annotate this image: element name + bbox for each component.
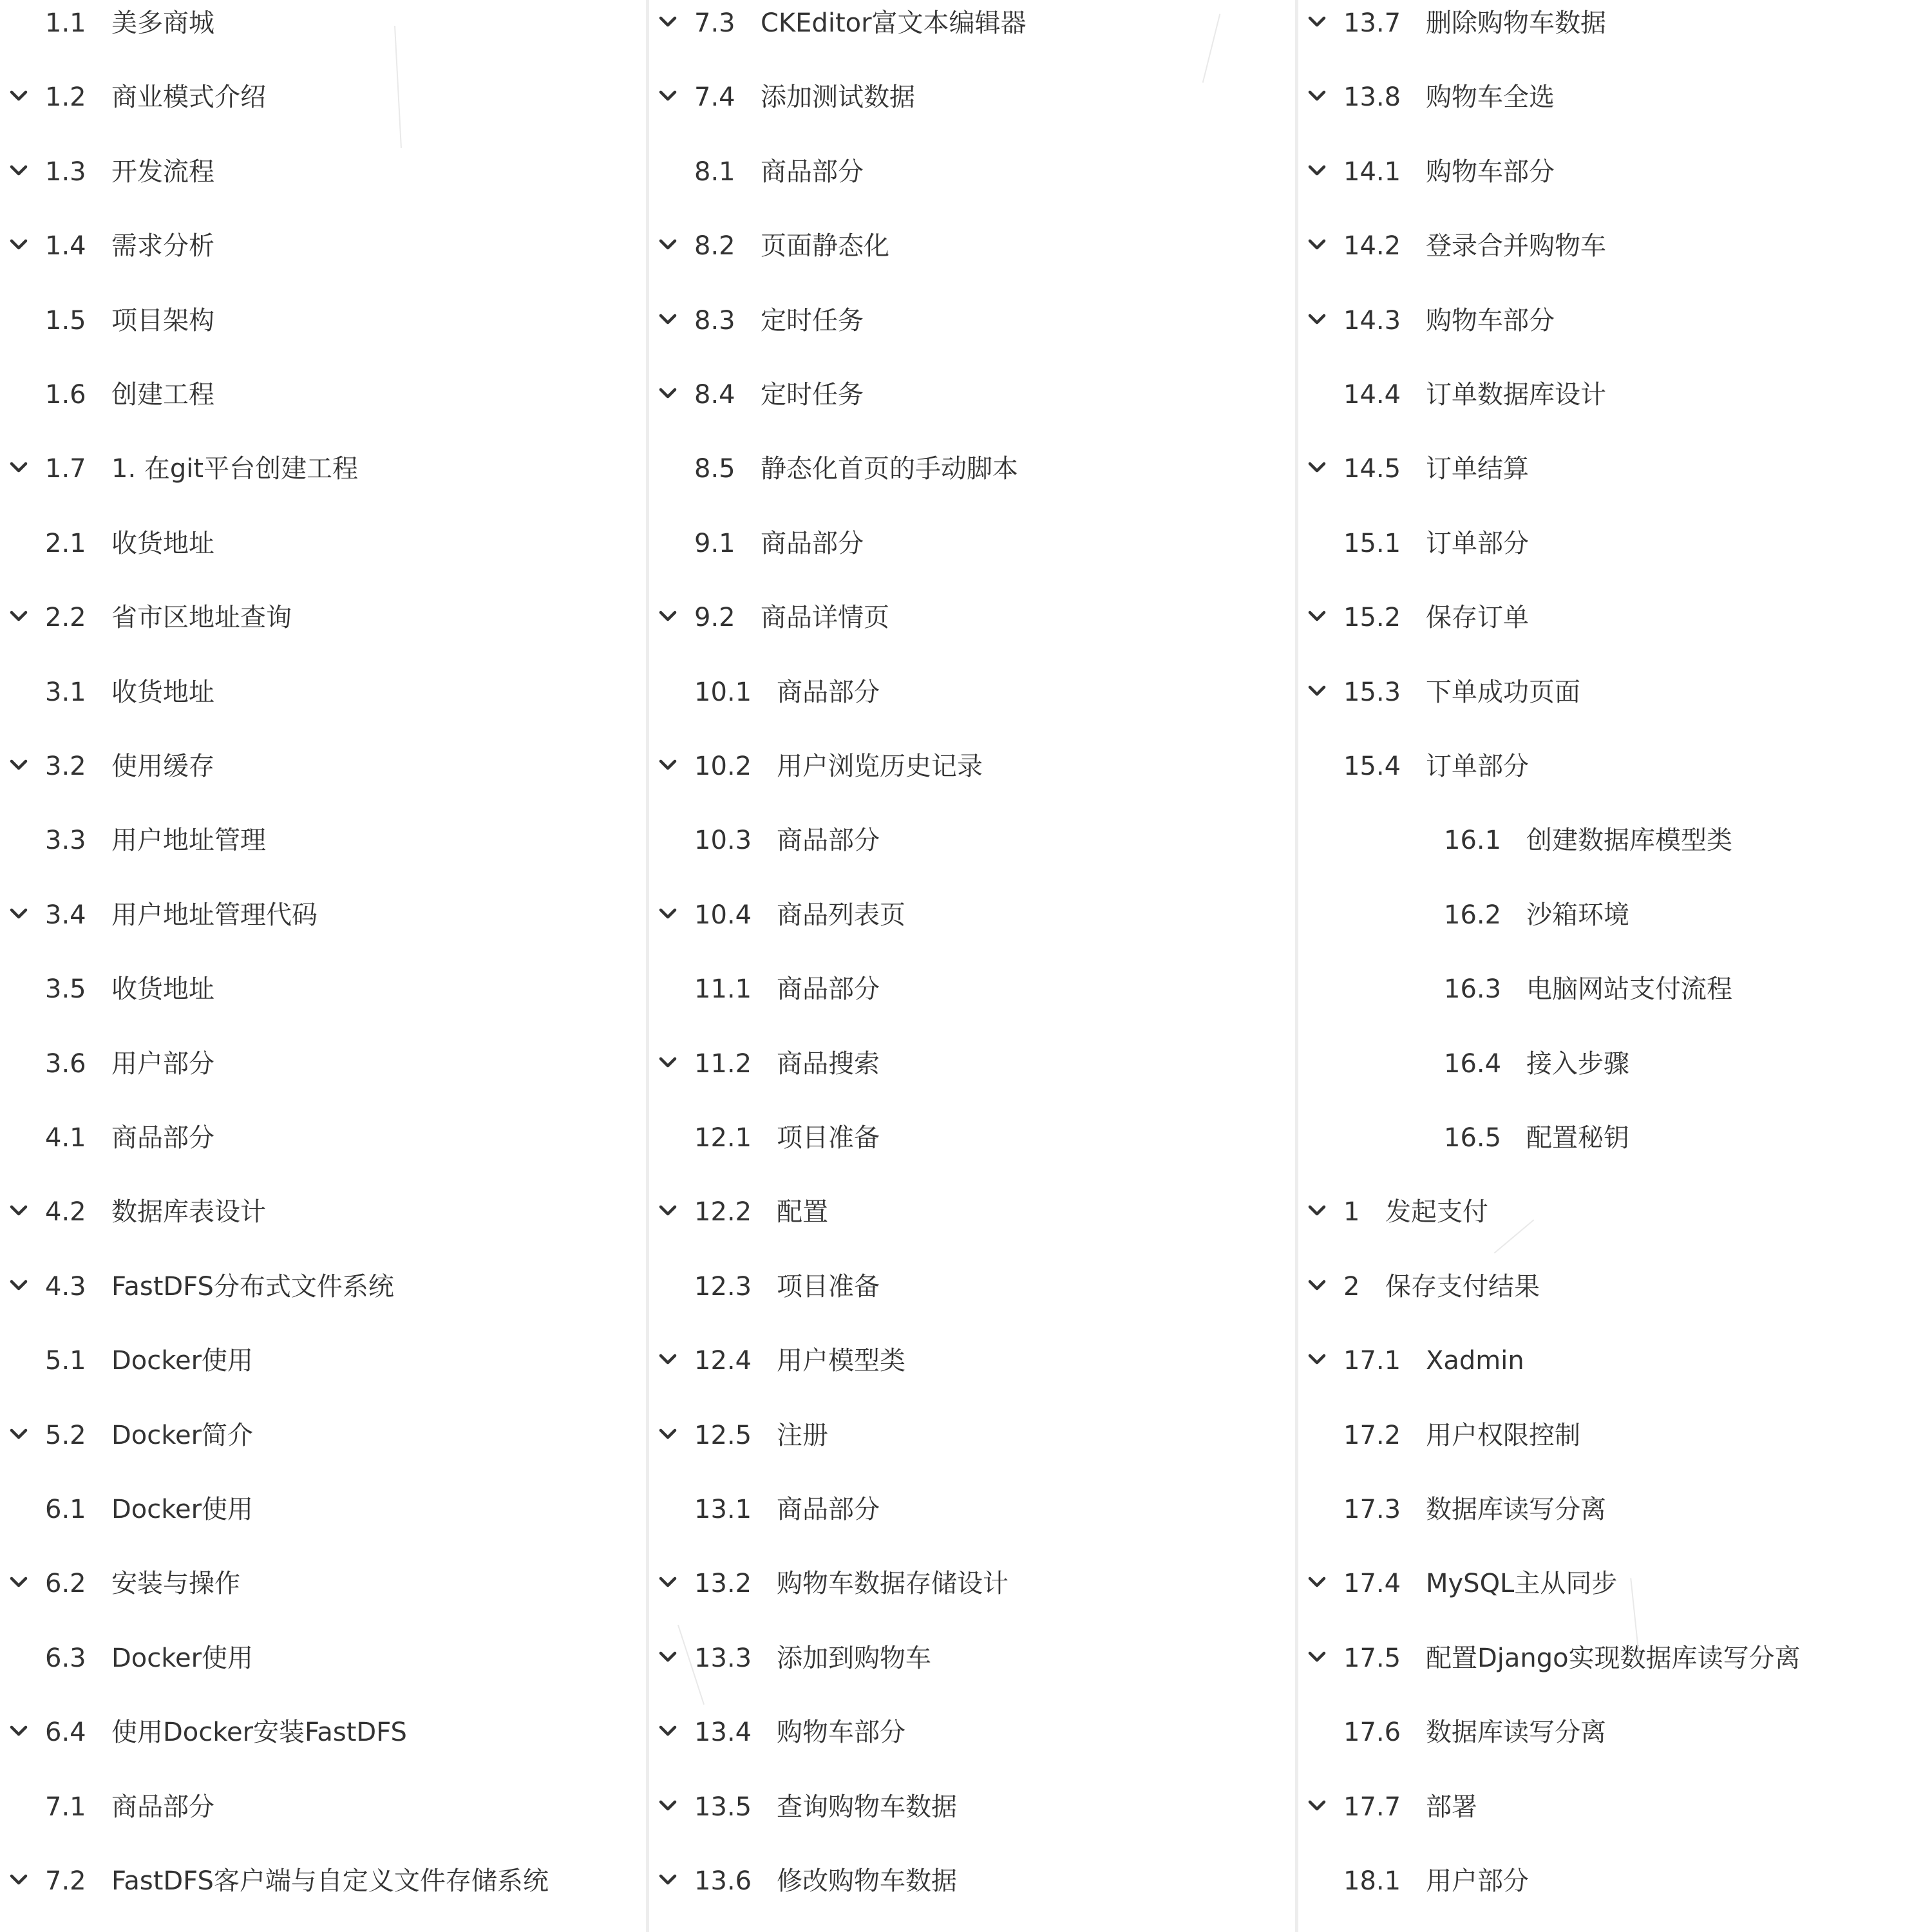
toc-item[interactable] xyxy=(0,1335,646,1387)
toc-item[interactable] xyxy=(1298,889,1932,941)
toc-item-title: 修改购物车数据 xyxy=(777,1866,957,1896)
chevron-down-icon[interactable] xyxy=(1308,610,1326,623)
chevron-down-icon[interactable] xyxy=(1308,313,1326,326)
toc-item-number: 7.3 xyxy=(694,8,735,38)
toc-item-title: 商品详情页 xyxy=(761,603,889,633)
toc-item-title: 删除购物车数据 xyxy=(1426,8,1606,38)
chevron-down-icon[interactable] xyxy=(659,1428,677,1441)
toc-item[interactable] xyxy=(1298,1112,1932,1164)
chevron-down-icon[interactable] xyxy=(10,610,28,623)
toc-item-title: 商品部分 xyxy=(777,1495,880,1524)
toc-item-title: 商品部分 xyxy=(111,1792,214,1822)
toc-item[interactable] xyxy=(649,146,1295,198)
toc-item-title: Docker使用 xyxy=(111,1643,254,1673)
toc-item-title: Docker使用 xyxy=(111,1495,254,1524)
toc-item-number: 12.1 xyxy=(694,1123,752,1153)
toc-item-title: 商品部分 xyxy=(777,826,880,856)
toc-item-title: 安装与操作 xyxy=(111,1569,240,1599)
toc-item-title: 项目准备 xyxy=(777,1271,880,1302)
chevron-down-icon[interactable] xyxy=(10,90,28,102)
toc-item[interactable] xyxy=(0,443,646,495)
toc-item[interactable] xyxy=(0,0,646,49)
toc-item[interactable] xyxy=(649,443,1295,495)
chevron-down-icon[interactable] xyxy=(1308,461,1326,474)
toc-item-title: 订单数据库设计 xyxy=(1426,380,1606,410)
toc-item-title: 配置秘钥 xyxy=(1526,1123,1629,1153)
toc-item[interactable] xyxy=(0,71,646,123)
toc-item-title: FastDFS分布式文件系统 xyxy=(111,1271,394,1302)
toc-item-number: 15.3 xyxy=(1343,677,1401,707)
toc-item-number: 7.4 xyxy=(694,82,735,113)
toc-item-number: 7.2 xyxy=(45,1866,86,1896)
toc-item-number: 6.4 xyxy=(45,1718,86,1748)
toc-item[interactable] xyxy=(649,889,1295,941)
toc-item-number: 3.2 xyxy=(45,752,86,781)
toc-item-number: 8.1 xyxy=(694,156,735,187)
toc-item[interactable] xyxy=(649,295,1295,346)
toc-item[interactable] xyxy=(1298,815,1932,866)
toc-item-number: 14.2 xyxy=(1343,231,1401,261)
toc-item-title: 页面静态化 xyxy=(761,231,889,261)
toc-item[interactable] xyxy=(649,1112,1295,1164)
toc-item[interactable] xyxy=(1298,0,1932,49)
toc-item-number: 13.3 xyxy=(694,1643,752,1673)
chevron-down-icon[interactable] xyxy=(10,1725,28,1738)
toc-item[interactable] xyxy=(649,667,1295,718)
chevron-down-icon[interactable] xyxy=(659,1799,677,1812)
toc-item-title: MySQL主从同步 xyxy=(1426,1569,1618,1599)
toc-item-number: 1.1 xyxy=(45,8,86,38)
toc-item-number: 18.1 xyxy=(1343,1866,1401,1896)
toc-item[interactable] xyxy=(0,889,646,941)
chevron-down-icon[interactable] xyxy=(659,90,677,102)
toc-item-title: 发起支付 xyxy=(1385,1197,1488,1227)
toc-item-number: 10.2 xyxy=(694,752,752,781)
toc-item[interactable] xyxy=(1298,369,1932,421)
toc-item[interactable] xyxy=(1298,1261,1932,1312)
chevron-down-icon[interactable] xyxy=(1308,1576,1326,1589)
chevron-down-icon[interactable] xyxy=(659,1873,677,1886)
toc-item[interactable] xyxy=(0,1410,646,1461)
toc-item[interactable] xyxy=(1298,1410,1932,1461)
toc-item-number: 14.1 xyxy=(1343,156,1401,187)
toc-item-title: 订单结算 xyxy=(1426,454,1529,484)
toc-item-number: 1.2 xyxy=(45,82,86,113)
chevron-down-icon[interactable] xyxy=(1308,238,1326,251)
toc-item[interactable] xyxy=(1298,443,1932,495)
chevron-down-icon[interactable] xyxy=(1308,1353,1326,1366)
toc-item-title: 定时任务 xyxy=(761,380,864,410)
toc-item-title: 商品列表页 xyxy=(777,900,905,930)
toc-item[interactable] xyxy=(1298,1707,1932,1758)
toc-item-number: 13.2 xyxy=(694,1569,752,1599)
toc-item[interactable] xyxy=(0,963,646,1015)
toc-column-1 xyxy=(0,0,646,1932)
toc-item[interactable] xyxy=(0,1484,646,1535)
toc-item[interactable] xyxy=(649,0,1295,49)
toc-item-number: 1.4 xyxy=(45,231,86,261)
chevron-down-icon[interactable] xyxy=(659,1353,677,1366)
toc-item-number: 16.3 xyxy=(1444,974,1502,1005)
toc-item[interactable] xyxy=(649,518,1295,569)
toc-item[interactable] xyxy=(649,1410,1295,1461)
toc-item[interactable] xyxy=(1298,1558,1932,1609)
toc-item-number: 6.2 xyxy=(45,1569,86,1599)
toc-item-number: 3.3 xyxy=(45,826,86,856)
toc-item-title: 数据库读写分离 xyxy=(1426,1718,1606,1748)
toc-item-number: 3.4 xyxy=(45,900,86,930)
toc-item[interactable] xyxy=(0,369,646,421)
toc-item-title: 保存支付结果 xyxy=(1385,1271,1540,1302)
toc-item-title: 购物车数据存储设计 xyxy=(777,1569,1009,1599)
toc-item-number: 15.4 xyxy=(1343,752,1401,781)
toc-item[interactable] xyxy=(1298,1633,1932,1684)
toc-item[interactable] xyxy=(0,1112,646,1164)
toc-item-number: 3.6 xyxy=(45,1048,86,1079)
toc-item-title: 静态化首页的手动脚本 xyxy=(761,454,1018,484)
toc-item-number: 17.6 xyxy=(1343,1718,1401,1748)
toc-item-number: 3.5 xyxy=(45,974,86,1005)
toc-item[interactable] xyxy=(649,369,1295,421)
toc-item[interactable] xyxy=(0,220,646,272)
chevron-down-icon[interactable] xyxy=(659,15,677,28)
toc-item-title: 查询购物车数据 xyxy=(777,1792,957,1822)
toc-item-title: 使用缓存 xyxy=(111,752,214,781)
toc-item[interactable] xyxy=(1298,1781,1932,1833)
toc-item-number: 17.5 xyxy=(1343,1643,1401,1673)
toc-item-title: 配置Django实现数据库读写分离 xyxy=(1426,1643,1801,1673)
chevron-down-icon[interactable] xyxy=(1308,1799,1326,1812)
toc-item[interactable] xyxy=(649,1038,1295,1090)
toc-item-number: 17.1 xyxy=(1343,1346,1401,1376)
toc-item-number: 6.3 xyxy=(45,1643,86,1673)
toc-item-number: 9.1 xyxy=(694,528,735,558)
chevron-down-icon[interactable] xyxy=(659,1725,677,1738)
toc-item-title: 添加测试数据 xyxy=(761,82,915,113)
toc-item-title: 用户部分 xyxy=(1426,1866,1529,1896)
toc-item[interactable] xyxy=(1298,220,1932,272)
toc-item-number: 17.2 xyxy=(1343,1420,1401,1450)
toc-item-number: 15.1 xyxy=(1343,528,1401,558)
chevron-down-icon[interactable] xyxy=(659,387,677,400)
toc-item-title: 配置 xyxy=(777,1197,828,1227)
chevron-down-icon[interactable] xyxy=(10,1204,28,1217)
toc-item-number: 14.5 xyxy=(1343,454,1401,484)
toc-item[interactable] xyxy=(1298,1186,1932,1238)
toc-item-title: 用户部分 xyxy=(111,1048,214,1079)
toc-item-number: 2.1 xyxy=(45,528,86,558)
chevron-down-icon[interactable] xyxy=(1308,1651,1326,1663)
toc-item[interactable] xyxy=(0,1261,646,1312)
chevron-down-icon[interactable] xyxy=(10,907,28,920)
chevron-down-icon[interactable] xyxy=(659,759,677,772)
toc-item-number: 16.5 xyxy=(1444,1123,1502,1153)
toc-item-number: 8.5 xyxy=(694,454,735,484)
toc-item-title: 登录合并购物车 xyxy=(1426,231,1606,261)
toc-item-title: 收货地址 xyxy=(111,974,214,1005)
toc-item-number: 11.1 xyxy=(694,974,752,1005)
chevron-down-icon[interactable] xyxy=(659,1576,677,1589)
toc-item-title: 1. 在git平台创建工程 xyxy=(111,454,359,484)
toc-item[interactable] xyxy=(0,1038,646,1090)
toc-item-number: 14.3 xyxy=(1343,305,1401,336)
toc-item-number: 17.3 xyxy=(1343,1495,1401,1524)
toc-item-number: 8.3 xyxy=(694,305,735,336)
toc-item-number: 8.2 xyxy=(694,231,735,261)
toc-item-title: 定时任务 xyxy=(761,305,864,336)
toc-item[interactable] xyxy=(1298,963,1932,1015)
toc-item[interactable] xyxy=(649,1781,1295,1833)
toc-item-title: 美多商城 xyxy=(111,8,214,38)
chevron-down-icon[interactable] xyxy=(659,313,677,326)
toc-item-title: 购物车部分 xyxy=(777,1718,905,1748)
toc-item-title: 商品搜索 xyxy=(777,1048,880,1079)
toc-item-title: 部署 xyxy=(1426,1792,1477,1822)
toc-item-number: 13.6 xyxy=(694,1866,752,1896)
toc-item-number: 4.2 xyxy=(45,1197,86,1227)
toc-item[interactable] xyxy=(1298,741,1932,792)
chevron-down-icon[interactable] xyxy=(1308,15,1326,28)
toc-item[interactable] xyxy=(1298,1855,1932,1907)
toc-item[interactable] xyxy=(649,1261,1295,1312)
toc-item[interactable] xyxy=(0,1707,646,1758)
toc-item-number: 10.1 xyxy=(694,677,752,707)
toc-item-title: 购物车全选 xyxy=(1426,82,1555,113)
toc-item-title: 用户浏览历史记录 xyxy=(777,752,983,781)
toc-item-title: 注册 xyxy=(777,1420,828,1450)
toc-item[interactable] xyxy=(649,1707,1295,1758)
toc-item[interactable] xyxy=(1298,1335,1932,1387)
toc-item[interactable] xyxy=(0,1558,646,1609)
toc-item-title: 订单部分 xyxy=(1426,752,1529,781)
chevron-down-icon[interactable] xyxy=(10,1576,28,1589)
toc-item-title: 用户模型类 xyxy=(777,1346,905,1376)
toc-item[interactable] xyxy=(1298,1484,1932,1535)
toc-item-number: 3.1 xyxy=(45,677,86,707)
toc-item-number: 4.1 xyxy=(45,1123,86,1153)
toc-item-title: 创建工程 xyxy=(111,380,214,410)
toc-item[interactable] xyxy=(1298,518,1932,569)
toc-item-number: 1 xyxy=(1343,1197,1360,1227)
toc-item-title: 添加到购物车 xyxy=(777,1643,931,1673)
toc-item[interactable] xyxy=(1298,1038,1932,1090)
toc-item[interactable] xyxy=(1298,295,1932,346)
chevron-down-icon[interactable] xyxy=(659,610,677,623)
toc-item-title: 收货地址 xyxy=(111,677,214,707)
chevron-down-icon[interactable] xyxy=(10,1873,28,1886)
toc-item-number: 8.4 xyxy=(694,380,735,410)
chevron-down-icon[interactable] xyxy=(1308,1204,1326,1217)
toc-item-title: 商品部分 xyxy=(777,677,880,707)
chevron-down-icon[interactable] xyxy=(659,238,677,251)
toc-item[interactable] xyxy=(649,1558,1295,1609)
toc-item-title: 省市区地址查询 xyxy=(111,603,292,633)
toc-item-title: 项目架构 xyxy=(111,305,214,336)
toc-item[interactable] xyxy=(0,295,646,346)
toc-item-number: 4.3 xyxy=(45,1271,86,1302)
toc-item-number: 10.4 xyxy=(694,900,752,930)
toc-item-number: 12.4 xyxy=(694,1346,752,1376)
toc-item-title: 购物车部分 xyxy=(1426,305,1555,336)
toc-item[interactable] xyxy=(649,741,1295,792)
chevron-down-icon[interactable] xyxy=(10,1428,28,1441)
toc-item-title: 购物车部分 xyxy=(1426,156,1555,187)
toc-item[interactable] xyxy=(649,1186,1295,1238)
toc-item[interactable] xyxy=(649,963,1295,1015)
toc-item[interactable] xyxy=(649,815,1295,866)
toc-item-number: 13.5 xyxy=(694,1792,752,1822)
toc-item-number: 12.5 xyxy=(694,1420,752,1450)
chevron-down-icon[interactable] xyxy=(10,759,28,772)
chevron-down-icon[interactable] xyxy=(659,1651,677,1663)
toc-item[interactable] xyxy=(649,1484,1295,1535)
toc-item-title: FastDFS客户端与自定义文件存储系统 xyxy=(111,1866,549,1896)
toc-item[interactable] xyxy=(649,71,1295,123)
chevron-down-icon[interactable] xyxy=(1308,1279,1326,1292)
toc-item-title: Docker使用 xyxy=(111,1346,254,1376)
toc-item-title: CKEditor富文本编辑器 xyxy=(761,8,1027,38)
toc-item[interactable] xyxy=(1298,592,1932,643)
toc-column-2 xyxy=(649,0,1295,1932)
toc-item[interactable] xyxy=(0,741,646,792)
toc-item[interactable] xyxy=(0,518,646,569)
toc-item-title: 商品部分 xyxy=(777,974,880,1005)
toc-item-title: 沙箱环境 xyxy=(1526,900,1629,930)
chevron-down-icon[interactable] xyxy=(10,238,28,251)
toc-item-title: 收货地址 xyxy=(111,528,214,558)
chevron-down-icon[interactable] xyxy=(659,907,677,920)
toc-item-title: 商品部分 xyxy=(761,156,864,187)
chevron-down-icon[interactable] xyxy=(659,1056,677,1069)
toc-item-title: 数据库表设计 xyxy=(111,1197,266,1227)
toc-item[interactable] xyxy=(649,1335,1295,1387)
toc-item-number: 2.2 xyxy=(45,603,86,633)
toc-item-number: 10.3 xyxy=(694,826,752,856)
toc-item-title: 保存订单 xyxy=(1426,603,1529,633)
toc-item[interactable] xyxy=(649,1633,1295,1684)
toc-item-number: 13.8 xyxy=(1343,82,1401,113)
toc-item-number: 15.2 xyxy=(1343,603,1401,633)
toc-item-number: 1.3 xyxy=(45,156,86,187)
toc-item-title: 使用Docker安装FastDFS xyxy=(111,1718,407,1748)
toc-item-title: 需求分析 xyxy=(111,231,214,261)
chevron-down-icon[interactable] xyxy=(1308,90,1326,102)
chevron-down-icon[interactable] xyxy=(10,461,28,474)
toc-item-number: 12.2 xyxy=(694,1197,752,1227)
toc-item-number: 6.1 xyxy=(45,1495,86,1524)
toc-column-3 xyxy=(1298,0,1932,1932)
toc-item-number: 1.7 xyxy=(45,454,86,484)
toc-item-number: 12.3 xyxy=(694,1271,752,1302)
toc-item-title: 商品部分 xyxy=(111,1123,214,1153)
toc-item[interactable] xyxy=(649,1855,1295,1907)
chevron-down-icon[interactable] xyxy=(1308,685,1326,697)
toc-item-title: 订单部分 xyxy=(1426,528,1529,558)
toc-item-title: 商品部分 xyxy=(761,528,864,558)
toc-item-number: 7.1 xyxy=(45,1792,86,1822)
toc-item-number: 5.2 xyxy=(45,1420,86,1450)
toc-item[interactable] xyxy=(1298,146,1932,198)
toc-item[interactable] xyxy=(0,1186,646,1238)
toc-item[interactable] xyxy=(0,146,646,198)
toc-item-number: 17.4 xyxy=(1343,1569,1401,1599)
toc-item-number: 14.4 xyxy=(1343,380,1401,410)
toc-item[interactable] xyxy=(0,1781,646,1833)
toc-item-number: 16.2 xyxy=(1444,900,1502,930)
toc-item-title: 数据库读写分离 xyxy=(1426,1495,1606,1524)
toc-item-title: 电脑网站支付流程 xyxy=(1526,974,1732,1005)
toc-item-number: 11.2 xyxy=(694,1048,752,1079)
chevron-down-icon[interactable] xyxy=(10,1279,28,1292)
toc-item-number: 9.2 xyxy=(694,603,735,633)
toc-item[interactable] xyxy=(649,592,1295,643)
chevron-down-icon[interactable] xyxy=(659,1204,677,1217)
toc-item-number: 1.5 xyxy=(45,305,86,336)
toc-item-number: 16.4 xyxy=(1444,1048,1502,1079)
toc-item[interactable] xyxy=(1298,667,1932,718)
toc-item[interactable] xyxy=(649,220,1295,272)
toc-item-number: 16.1 xyxy=(1444,826,1502,856)
toc-item-title: 商业模式介绍 xyxy=(111,82,266,113)
chevron-down-icon[interactable] xyxy=(10,164,28,177)
toc-item[interactable] xyxy=(0,667,646,718)
toc-item-number: 1.6 xyxy=(45,380,86,410)
toc-item[interactable] xyxy=(1298,71,1932,123)
toc-item-number: 13.4 xyxy=(694,1718,752,1748)
toc-item[interactable] xyxy=(0,1633,646,1684)
toc-item-number: 17.7 xyxy=(1343,1792,1401,1822)
toc-item-title: 用户地址管理代码 xyxy=(111,900,317,930)
toc-item-title: 开发流程 xyxy=(111,156,214,187)
toc-item-title: Docker简介 xyxy=(111,1420,254,1450)
chevron-down-icon[interactable] xyxy=(1308,164,1326,177)
toc-item-number: 2 xyxy=(1343,1271,1360,1302)
toc-item-title: Xadmin xyxy=(1426,1346,1524,1376)
toc-item[interactable] xyxy=(0,1855,646,1907)
toc-item[interactable] xyxy=(0,815,646,866)
toc-item-title: 用户地址管理 xyxy=(111,826,266,856)
toc-item-title: 用户权限控制 xyxy=(1426,1420,1580,1450)
toc-item-title: 创建数据库模型类 xyxy=(1526,826,1732,856)
toc-item-title: 项目准备 xyxy=(777,1123,880,1153)
toc-item-number: 13.7 xyxy=(1343,8,1401,38)
toc-item[interactable] xyxy=(0,592,646,643)
toc-item-title: 下单成功页面 xyxy=(1426,677,1580,707)
toc-item-title: 接入步骤 xyxy=(1526,1048,1629,1079)
toc-item-number: 5.1 xyxy=(45,1346,86,1376)
toc-item-number: 13.1 xyxy=(694,1495,752,1524)
